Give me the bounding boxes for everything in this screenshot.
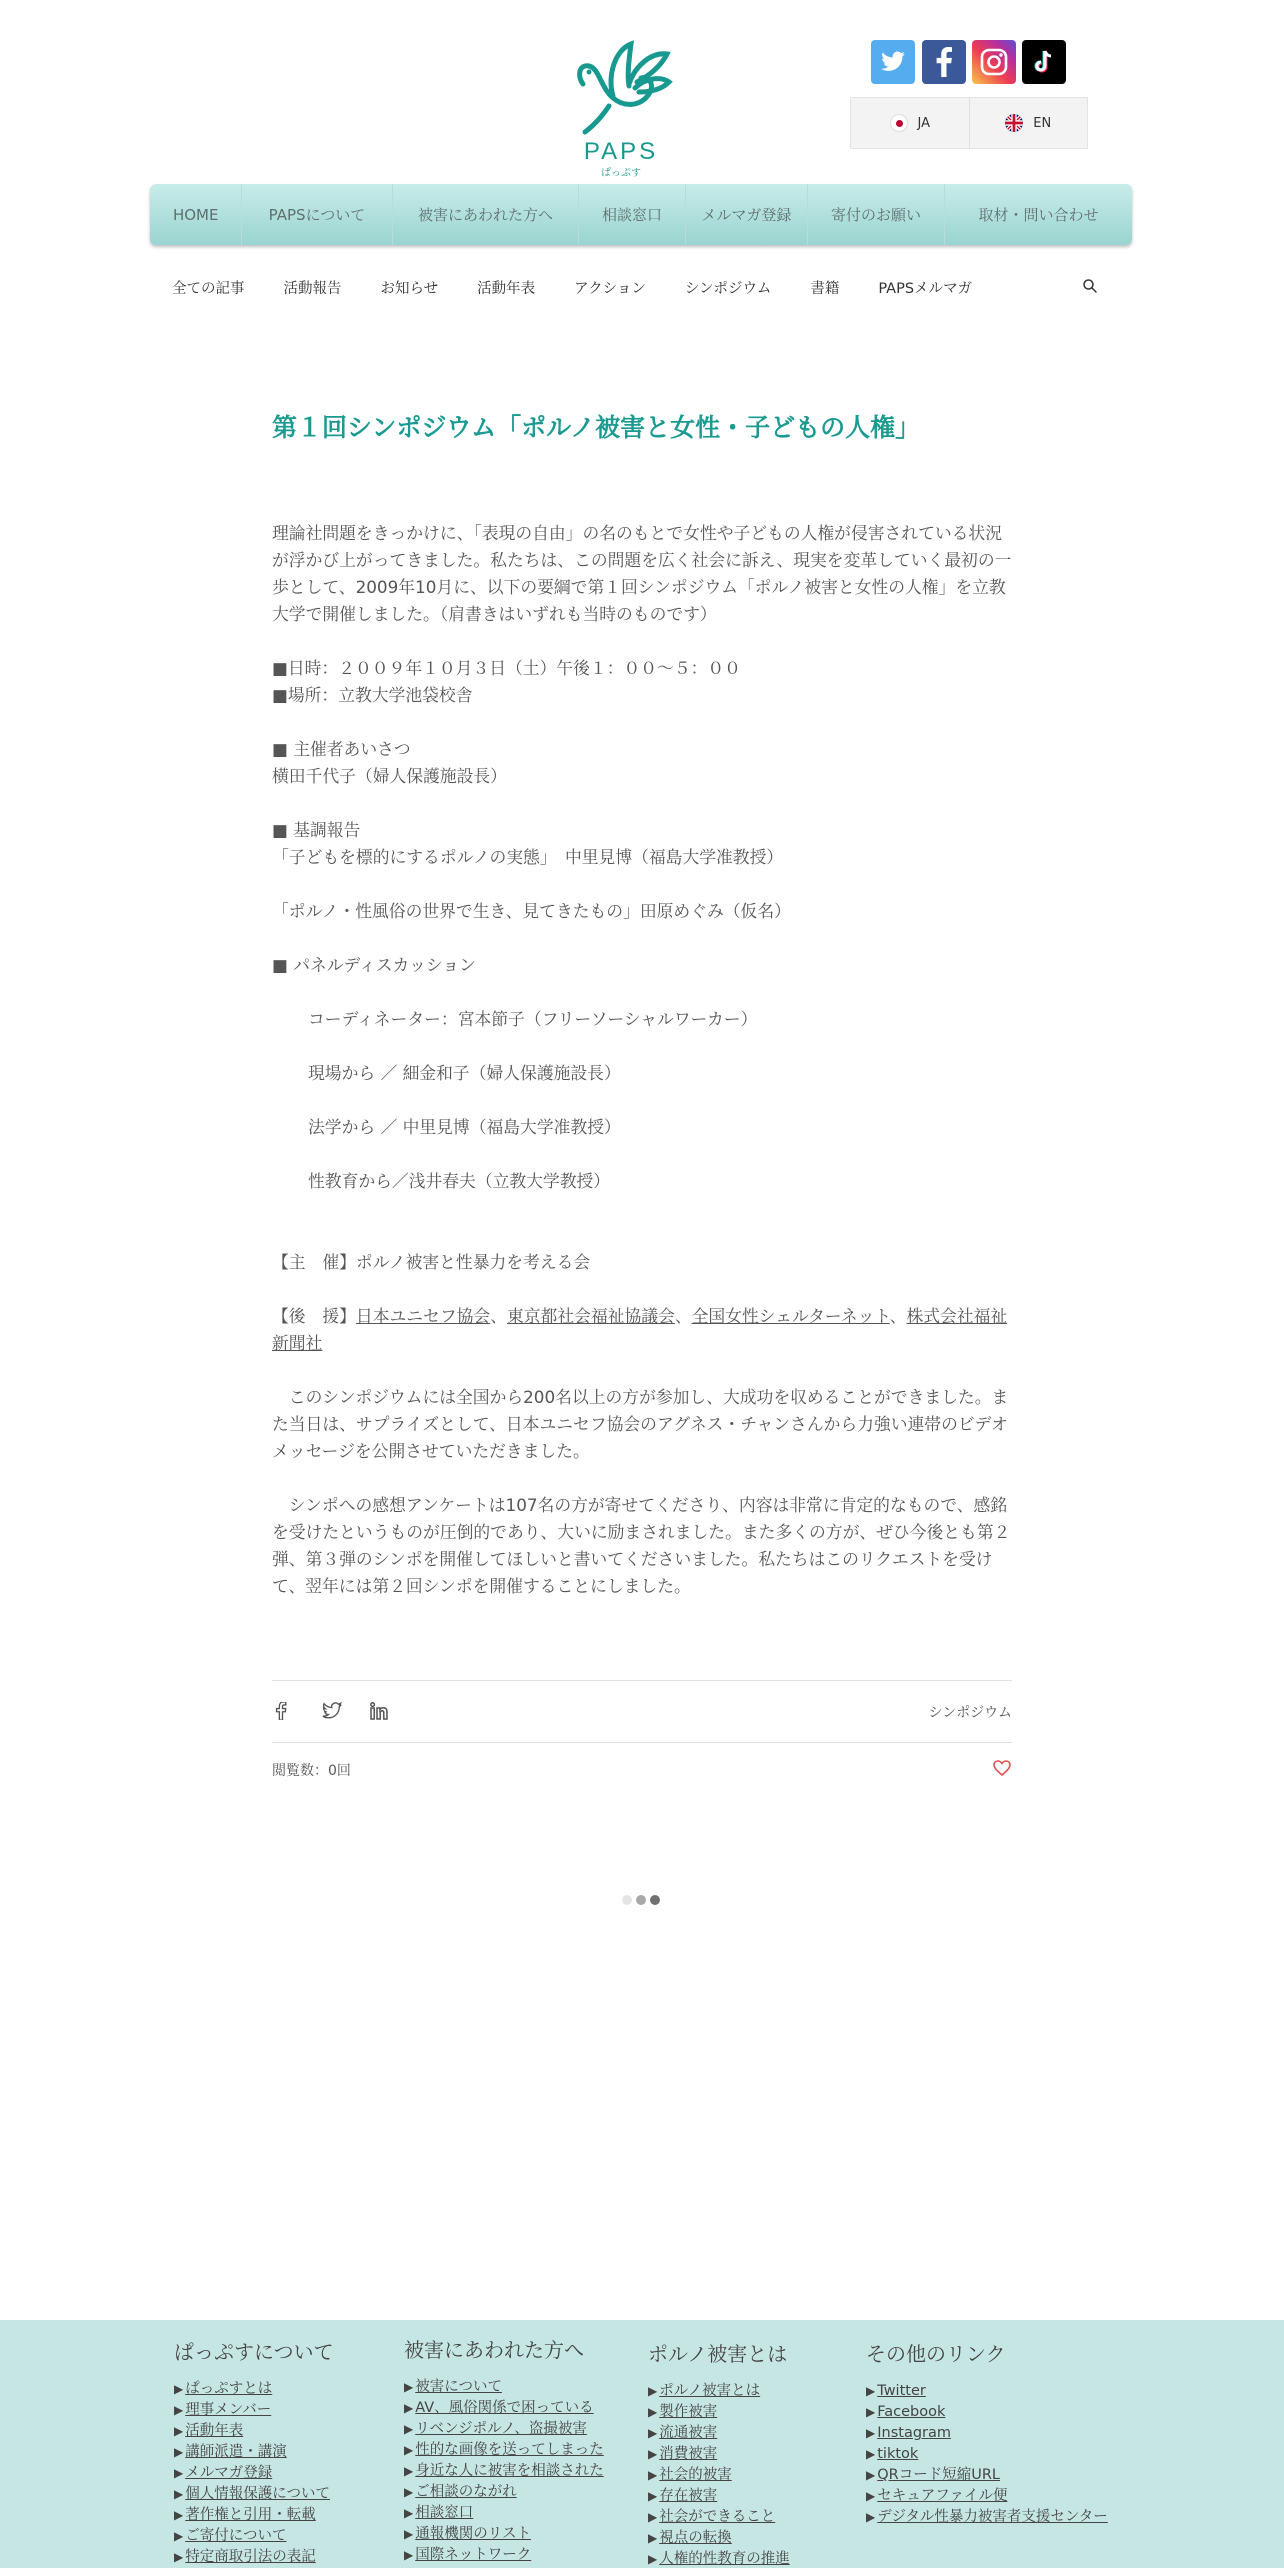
footer-link[interactable]: ▶ デジタル性暴力被害者支援センター: [866, 2509, 1108, 2525]
footer-link[interactable]: ▶ ぱっぷすとは: [174, 2381, 273, 2397]
event-place: ■場所：立教大学池袋校舎: [272, 685, 473, 705]
lang-en-button[interactable]: [969, 98, 1088, 148]
panel-heading: ■ パネルディスカッション: [272, 955, 476, 975]
category-action[interactable]: アクション: [574, 280, 646, 297]
event-date: ■日時：２００９年１０月３日（土）午後１：００～５：００: [272, 658, 741, 678]
category-symposium[interactable]: シンポジウム: [684, 280, 772, 297]
footer-col-about: [174, 2336, 334, 2568]
article-paragraph-1: このシンポジウムには全国から200名以上の方が参加し、大成功を収めることができました。また当日は、サプライズとして、日本ユニセフ協会のアグネス・チャンさんから力強い連帯のビデオメッセージを公開させていただきました。: [272, 1387, 1009, 1461]
twitter-link[interactable]: [871, 40, 915, 84]
site-footer: [0, 2320, 1284, 2568]
article-body: [272, 520, 1012, 1600]
footer-link[interactable]: ▶ Twitter: [866, 2383, 926, 2399]
panel-coordinator: コーディネーター：宮本節子（フリーソーシャルワーカー）: [308, 1009, 758, 1029]
instagram-link[interactable]: [972, 40, 1016, 84]
lang-ja-button[interactable]: [851, 98, 969, 148]
nav-donation[interactable]: 寄付のお願い: [808, 184, 945, 245]
footer-link[interactable]: ▶ tiktok: [866, 2446, 919, 2462]
footer-link[interactable]: ▶ 個人情報保護について: [174, 2486, 330, 2502]
footer-link[interactable]: ▶ 著作権と引用・転載: [174, 2507, 316, 2523]
supporters: [272, 1303, 1012, 1357]
tiktok-link[interactable]: [1022, 40, 1066, 84]
footer-link[interactable]: ▶ Instagram: [866, 2425, 952, 2441]
post-tag[interactable]: シンポジウム: [928, 1705, 1012, 1721]
panel-member-education: 性教育から／浅井春夫（立教大学教授）: [308, 1171, 611, 1191]
search-icon[interactable]: [1082, 278, 1098, 294]
footer-link[interactable]: ▶ 相談窓口: [404, 2505, 474, 2521]
article-intro: 理論社問題をきっかけに、「表現の自由」の名のもとで女性や子どもの人権が侵害されている状況が浮かび上がってきました。私たちは、この問題を広く社会に訴え、現実を変革していく最初の一歩として、2009年10月に、以下の要綱で第１回シンポジウム「ポルノ被害と女性の人権」を立教大学で開催しました。（肩書きはいずれも当時のものです）: [272, 523, 1012, 624]
footer-link[interactable]: ▶ 製作被害: [648, 2404, 718, 2420]
linkedin-share-icon[interactable]: [370, 1702, 388, 1720]
footer-link[interactable]: ▶ 特定商取引法の表記: [174, 2549, 316, 2565]
supporter-link-welfare-newspaper[interactable]: 株式会社福祉新聞社: [272, 1306, 1008, 1353]
footer-col-title: 被害にあわれた方へ: [404, 2338, 584, 2362]
footer-col-victims: [404, 2334, 604, 2566]
footer-col-title: ぱっぷすについて: [174, 2340, 334, 2364]
category-activity-report[interactable]: 活動報告: [283, 280, 342, 297]
footer-link[interactable]: ▶ リベンジポルノ、盗撮被害: [404, 2421, 587, 2437]
category-all[interactable]: 全ての記事: [172, 280, 245, 297]
footer-link[interactable]: ▶ メルマガ登録: [174, 2465, 273, 2481]
loading-dot: [636, 1895, 646, 1905]
logo-sub: ぱっぷす: [601, 168, 641, 179]
twitter-icon: [880, 51, 906, 73]
footer-link[interactable]: ▶ 社会ができること: [648, 2509, 776, 2525]
footer-link[interactable]: ▶ ご相談のながれ: [404, 2484, 517, 2500]
footer-link[interactable]: ▶ ご寄付について: [174, 2528, 287, 2544]
footer-link[interactable]: ▶ 人権的性教育の推進: [648, 2551, 790, 2567]
footer-link[interactable]: ▶ QRコード短縮URL: [866, 2467, 1000, 2483]
panel-member-field: 現場から ／ 細金和子（婦人保護施設長）: [308, 1063, 621, 1083]
loading-dot: [622, 1895, 632, 1905]
divider: [272, 1742, 1012, 1743]
nav-home[interactable]: HOME: [150, 184, 242, 245]
category-paps-newsletter[interactable]: PAPSメルマガ: [878, 280, 973, 297]
footer-link[interactable]: ▶ 被害について: [404, 2379, 502, 2395]
nav-for-victims[interactable]: 被害にあわれた方へ: [393, 184, 580, 245]
footer-link[interactable]: ▶ 性的な画像を送ってしまった: [404, 2442, 604, 2458]
nav-about[interactable]: PAPSについて: [242, 184, 392, 245]
loading-dot: [650, 1895, 660, 1905]
category-books[interactable]: 書籍: [810, 280, 840, 297]
footer-link[interactable]: ▶ 消費被害: [648, 2446, 718, 2462]
keynote-heading: ■ 基調報告: [272, 820, 361, 840]
supporters-prefix: 【後 援】: [272, 1306, 356, 1326]
nav-consultation[interactable]: 相談窓口: [579, 184, 685, 245]
paps-logo[interactable]: [566, 36, 676, 179]
footer-link[interactable]: ▶ セキュアファイル便: [866, 2488, 1008, 2504]
keynote-2: 「ポルノ・性風俗の世界で生き、見てきたもの」田原めぐみ（仮名）: [272, 901, 791, 921]
instagram-icon: [979, 47, 1009, 77]
category-chronology[interactable]: 活動年表: [477, 280, 536, 297]
japan-flag-icon: [890, 114, 908, 132]
language-switcher: [850, 97, 1088, 149]
footer-link[interactable]: ▶ 流通被害: [648, 2425, 718, 2441]
uk-flag-icon: [1005, 114, 1023, 132]
supporter-separator: 、: [889, 1306, 907, 1326]
view-count: 閲覧数：0回: [272, 1763, 351, 1779]
footer-link[interactable]: ▶ 視点の転換: [648, 2530, 732, 2546]
category-news[interactable]: お知らせ: [380, 280, 439, 297]
article-paragraph-2: シンポへの感想アンケートは107名の方が寄せてくださり、内容は非常に肯定的なもので、感銘を受けたというものが圧倒的であり、大いに励まされました。また多くの方が、ぜひ今後とも第２弾、第３弾のシンポを開催してほしいと書いてくださいました。私たちはこのリクエストを受けて、翌年には第２回シンポを開催することにしました。: [272, 1495, 1011, 1596]
article-title: 第１回シンポジウム「ポルノ被害と女性・子どもの人権」: [272, 413, 921, 442]
supporter-link-unicef[interactable]: 日本ユニセフ協会: [355, 1306, 491, 1326]
facebook-share-icon[interactable]: [274, 1702, 288, 1720]
footer-link[interactable]: ▶ ポルノ被害とは: [648, 2383, 761, 2399]
footer-link[interactable]: ▶ 国際ネットワーク: [404, 2547, 532, 2563]
twitter-share-icon[interactable]: [322, 1702, 342, 1720]
footer-link[interactable]: ▶ 身近な人に被害を相談された: [404, 2463, 604, 2479]
tiktok-icon: [1031, 48, 1057, 76]
facebook-link[interactable]: [922, 40, 966, 84]
keynote-1: 「子どもを標的にするポルノの実態」 中里見博（福島大学准教授）: [272, 847, 784, 867]
greeting-heading: ■ 主催者あいさつ: [272, 739, 411, 759]
footer-col-porn-harm: [648, 2338, 790, 2570]
logo-brand: PAPS: [583, 138, 659, 165]
footer-link[interactable]: ▶ 社会的被害: [648, 2467, 732, 2483]
supporter-separator: 、: [674, 1306, 692, 1326]
nav-contact[interactable]: 取材・問い合わせ: [978, 206, 1099, 224]
share-bar: [272, 1698, 1012, 1726]
main-nav: [150, 184, 1132, 245]
supporter-separator: 、: [490, 1306, 507, 1326]
lang-en-label: EN: [1033, 115, 1052, 131]
divider: [272, 1680, 1012, 1681]
supporter-link-shelter-net[interactable]: 全国女性シェルターネット: [691, 1306, 890, 1326]
panel-member-law: 法学から ／ 中里見博（福島大学准教授）: [308, 1117, 621, 1137]
footer-link[interactable]: ▶ 講師派遣・講演: [174, 2444, 287, 2460]
facebook-icon: [933, 47, 955, 77]
like-heart-icon[interactable]: [993, 1760, 1011, 1776]
footer-col-other-links: [866, 2338, 1108, 2528]
loading-indicator: [622, 1895, 662, 1907]
greeting-speaker: 横田千代子（婦人保護施設長）: [272, 766, 507, 786]
footer-link[interactable]: ▶ 通報機関のリスト: [404, 2526, 531, 2542]
category-nav: [172, 270, 1092, 304]
footer-link[interactable]: ▶ 活動年表: [174, 2423, 244, 2439]
footer-col-title: ポルノ被害とは: [648, 2342, 788, 2366]
dove-logo-icon: [569, 36, 673, 136]
footer-link[interactable]: ▶ 存在被害: [648, 2488, 718, 2504]
nav-newsletter[interactable]: メルマガ登録: [686, 184, 808, 245]
supporter-link-tokyo-welfare[interactable]: 東京都社会福祉協議会: [506, 1306, 675, 1326]
footer-link[interactable]: ▶ AV、風俗関係で困っている: [404, 2400, 594, 2416]
organizer: 【主 催】ポルノ被害と性暴力を考える会: [272, 1252, 591, 1272]
lang-ja-label: JA: [917, 115, 930, 131]
footer-col-title: その他のリンク: [866, 2342, 1006, 2366]
footer-link[interactable]: ▶ 理事メンバー: [174, 2402, 272, 2418]
footer-link[interactable]: ▶ Facebook: [866, 2404, 946, 2420]
